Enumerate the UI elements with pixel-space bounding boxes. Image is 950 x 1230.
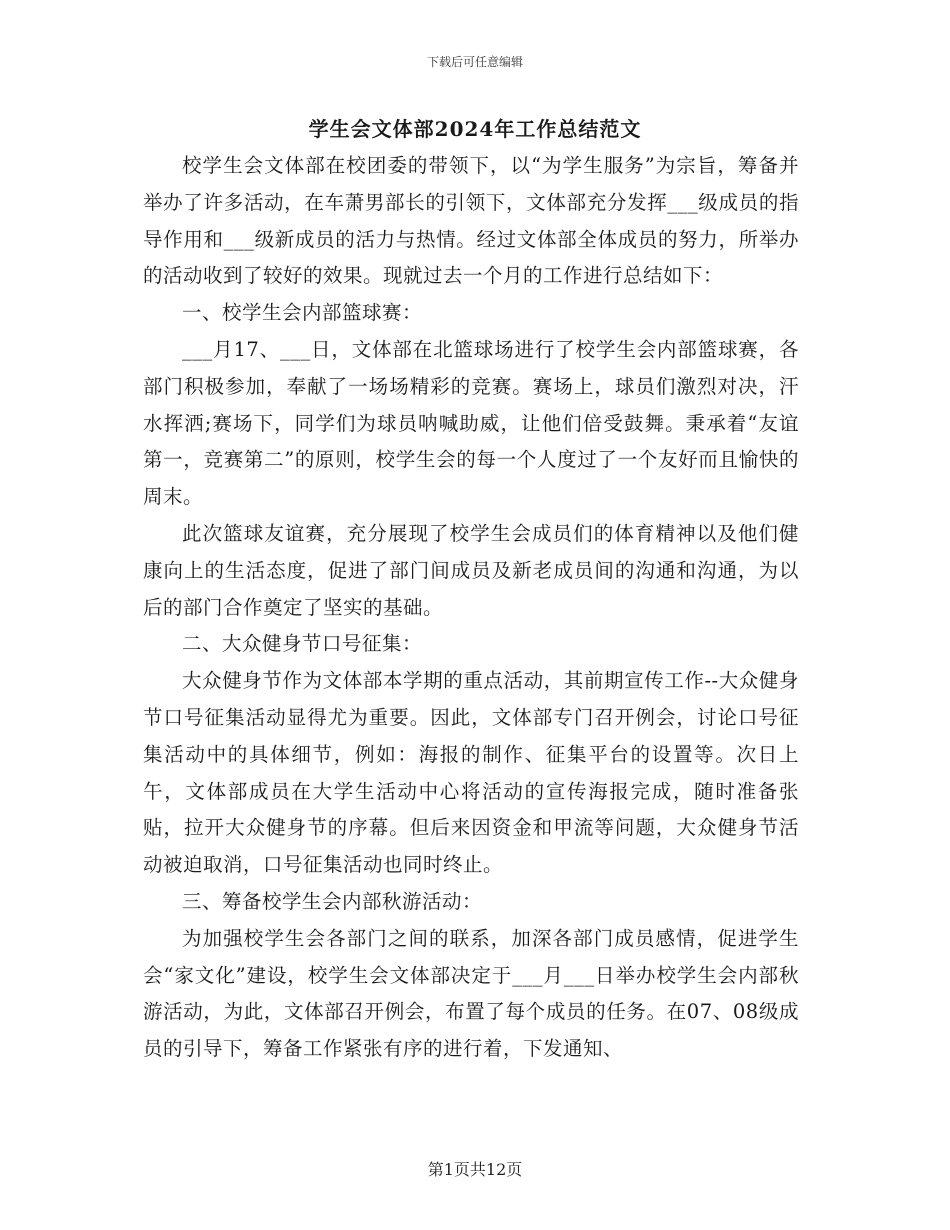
page-footer: 第1页共12页 xyxy=(427,1160,523,1179)
section-heading: 三、筹备校学生会内部秋游活动： xyxy=(182,889,483,913)
paragraph: 大众健身节作为文体部本学期的重点活动，其前期宣传工作--大众健身节口号征集活动显得尤为重要。因此，文体部专门召开例会，讨论口号征集活动中的具体细节，例如：海报的制作、征集平台的设置等。次日上午，文体部成员在大学生活动中心将活动的宣传海报完成，随时准备张贴，拉开大众健身节的序幕。但后来因资金和甲流等问题，大众健身节活动被迫取消，口号征集活动也同时终止。 xyxy=(143,669,799,877)
paragraph: 此次篮球友谊赛，充分展现了校学生会成员们的体育精神以及他们健康向上的生活态度，促进了部门间成员及新老成员间的沟通和沟通，为以后的部门合作奠定了坚实的基础。 xyxy=(143,521,799,619)
paragraph: ___月17、___日，文体部在北篮球场进行了校学生会内部篮球赛，各部门积极参加，奉献了一场场精彩的竞赛。赛场上，球员们激烈对决，汗水挥洒;赛场下，同学们为球员呐喊助威，让他们倍受鼓舞。秉承着“友谊第一，竞赛第二”的原则，校学生会的每一个人度过了一个友好而且愉快的周末。 xyxy=(143,337,799,509)
document-title: 学生会文体部2024年工作总结范文 xyxy=(308,117,642,141)
paragraph: 校学生会文体部在校团委的带领下，以“为学生服务”为宗旨，筹备并举办了许多活动，在车萧男部长的引领下，文体部充分发挥___级成员的指导作用和___级新成员的活力与热情。经过文体部全体成员的努力，所举办的活动收到了较好的效果。现就过去一个月的工作进行总结如下： xyxy=(143,154,799,288)
section-heading: 二、大众健身节口号征集： xyxy=(182,632,423,656)
document-body xyxy=(143,148,799,1068)
paragraph: 为加强校学生会各部门之间的联系，加深各部门成员感情，促进学生会“家文化”建设，校学生会文体部决定于___月___日举办校学生会内部秋游活动，为此，文体部召开例会，布置了每个成员的任务。在07、08级成员的引导下，筹备工作紧张有序的进行着，下发通知、 xyxy=(143,926,799,1061)
section-heading: 一、校学生会内部篮球赛： xyxy=(182,301,423,325)
page-header: 下载后可任意编辑 xyxy=(426,55,523,69)
